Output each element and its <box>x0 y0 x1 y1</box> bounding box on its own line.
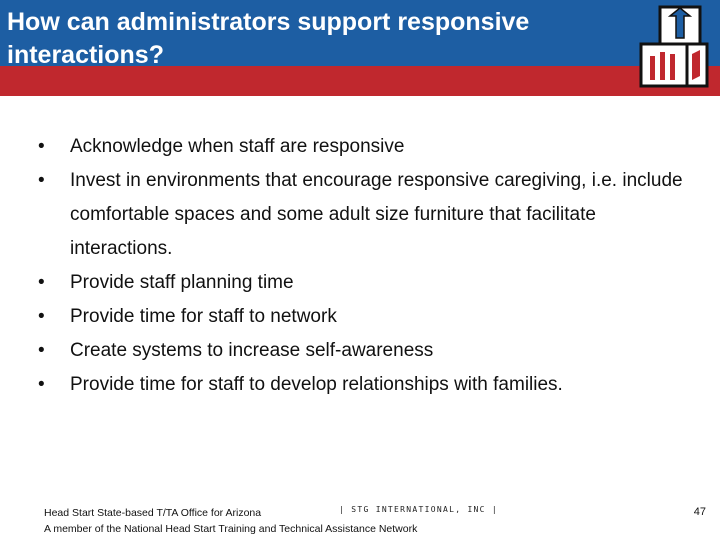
bullet-text: Provide time for staff to network <box>70 306 337 327</box>
bullet-text: Invest in environments that encourage responsive caregiving, i.e. include comfortable spaces and some adult size furniture that facilitate interactions. <box>70 170 683 259</box>
bullet-text: Create systems to increase self-awareness <box>70 340 434 361</box>
bullet-item <box>38 368 698 402</box>
footer-office-line: Head Start State-based T/TA Office for Arizona <box>44 507 262 519</box>
bullet-item <box>38 300 698 334</box>
bullet-dot: • <box>38 306 45 327</box>
bullet-item <box>38 266 698 300</box>
bullet-item <box>38 334 698 368</box>
bullet-text: Provide time for staff to develop relationships with families. <box>70 374 563 395</box>
bullet-text: Provide staff planning time <box>70 272 294 293</box>
page-number: 47 <box>693 506 706 518</box>
bullet-dot: • <box>38 272 45 293</box>
bullet-item <box>38 164 698 266</box>
footer-network-line: A member of the National Head Start Training and Technical Assistance Network <box>44 523 418 535</box>
bullet-dot: • <box>38 136 45 157</box>
bullet-list <box>38 130 698 402</box>
stg-logo-text: | STG INTERNATIONAL, INC | <box>339 504 499 514</box>
slide-title: How can administrators support responsive interactions? <box>7 8 530 69</box>
stacked-blocks-icon <box>636 4 712 90</box>
stg-logo <box>336 500 499 518</box>
bullet-dot: • <box>38 374 45 395</box>
bullet-text: Acknowledge when staff are responsive <box>70 136 405 157</box>
bullet-dot: • <box>38 340 45 361</box>
bullet-dot: • <box>38 170 45 191</box>
bullet-item <box>38 130 698 164</box>
